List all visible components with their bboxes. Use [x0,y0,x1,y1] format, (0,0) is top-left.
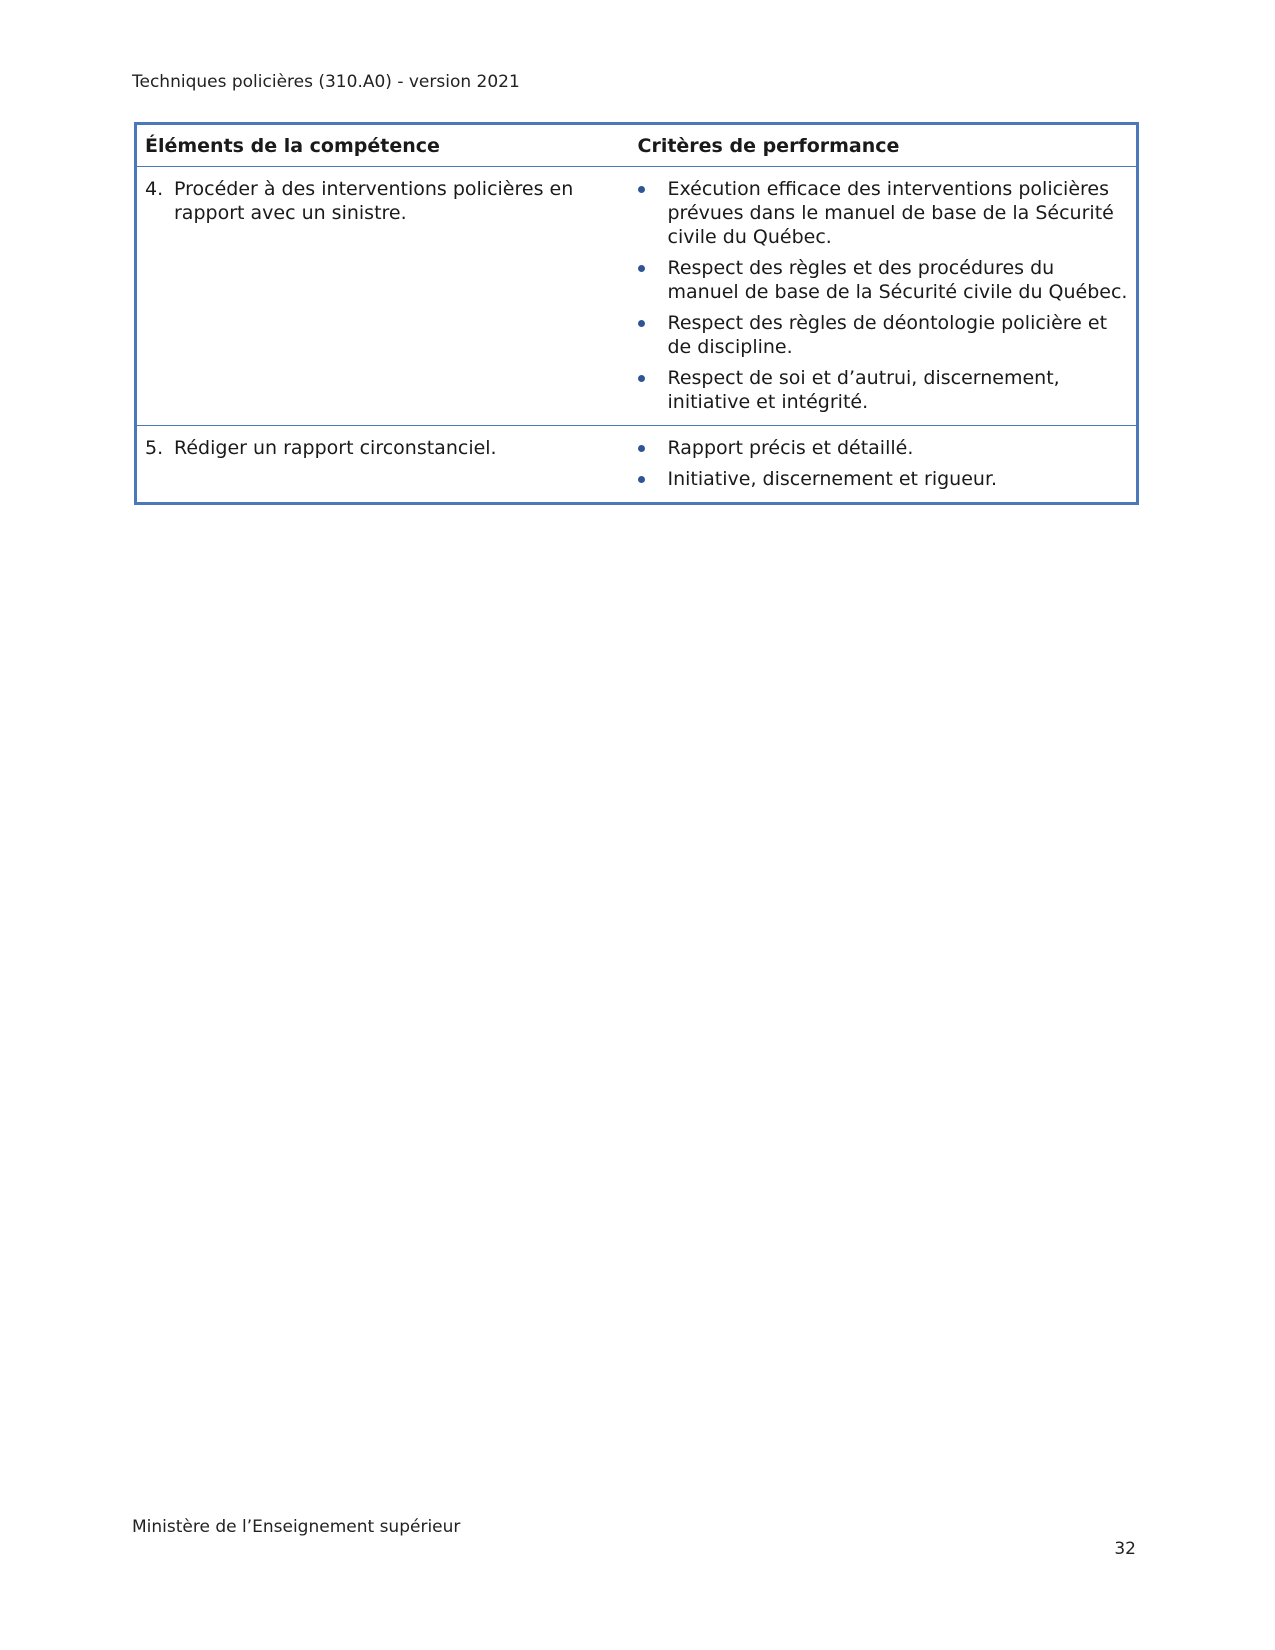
criteria-item [638,256,1129,304]
criteria-item [638,311,1129,359]
table-row [136,167,1138,426]
table-row [136,426,1138,504]
page-header: Techniques policières (310.A0) - version 2021 [132,72,520,92]
criteria-list [638,436,1129,491]
page-number: 32 [1114,1539,1136,1559]
criteria-text: Rapport précis et détaillé. [667,437,914,459]
element-text: Procéder à des interventions policières en rapport avec un sinistre. [174,178,574,224]
competence-table [134,122,1139,505]
column-header-elements: Éléments de la compétence [136,124,630,167]
criteria-text: Respect des règles de déontologie policière et de discipline. [667,312,1108,358]
criteria-item [638,177,1129,249]
bullet-icon [638,366,668,414]
criteria-item [638,366,1129,414]
column-header-criteria: Critères de performance [630,124,1138,167]
criteria-text: Exécution efficace des interventions policières prévues dans le manuel de base de la Sécurité civile du Québec. [667,178,1114,248]
element-number: 4. [145,178,164,200]
bullet-icon [638,467,668,491]
criteria-text: Initiative, discernement et rigueur. [667,468,998,490]
bullet-icon [638,256,668,304]
page-footer: Ministère de l’Enseignement supérieur [132,1517,461,1537]
element-text: Rédiger un rapport circonstanciel. [174,437,497,459]
criteria-item [638,436,1129,460]
criteria-cell [630,426,1138,504]
criteria-cell [630,167,1138,426]
criteria-item [638,467,1129,491]
element-number: 5. [145,437,164,459]
bullet-icon [638,177,668,249]
element-cell [136,426,630,504]
element-cell [136,167,630,426]
criteria-list [638,177,1129,414]
bullet-icon [638,311,668,359]
bullet-icon [638,436,668,460]
criteria-text: Respect de soi et d’autrui, discernement, initiative et intégrité. [667,367,1060,413]
criteria-text: Respect des règles et des procédures du manuel de base de la Sécurité civile du Québec. [667,257,1128,303]
table-header-row [136,124,1138,167]
